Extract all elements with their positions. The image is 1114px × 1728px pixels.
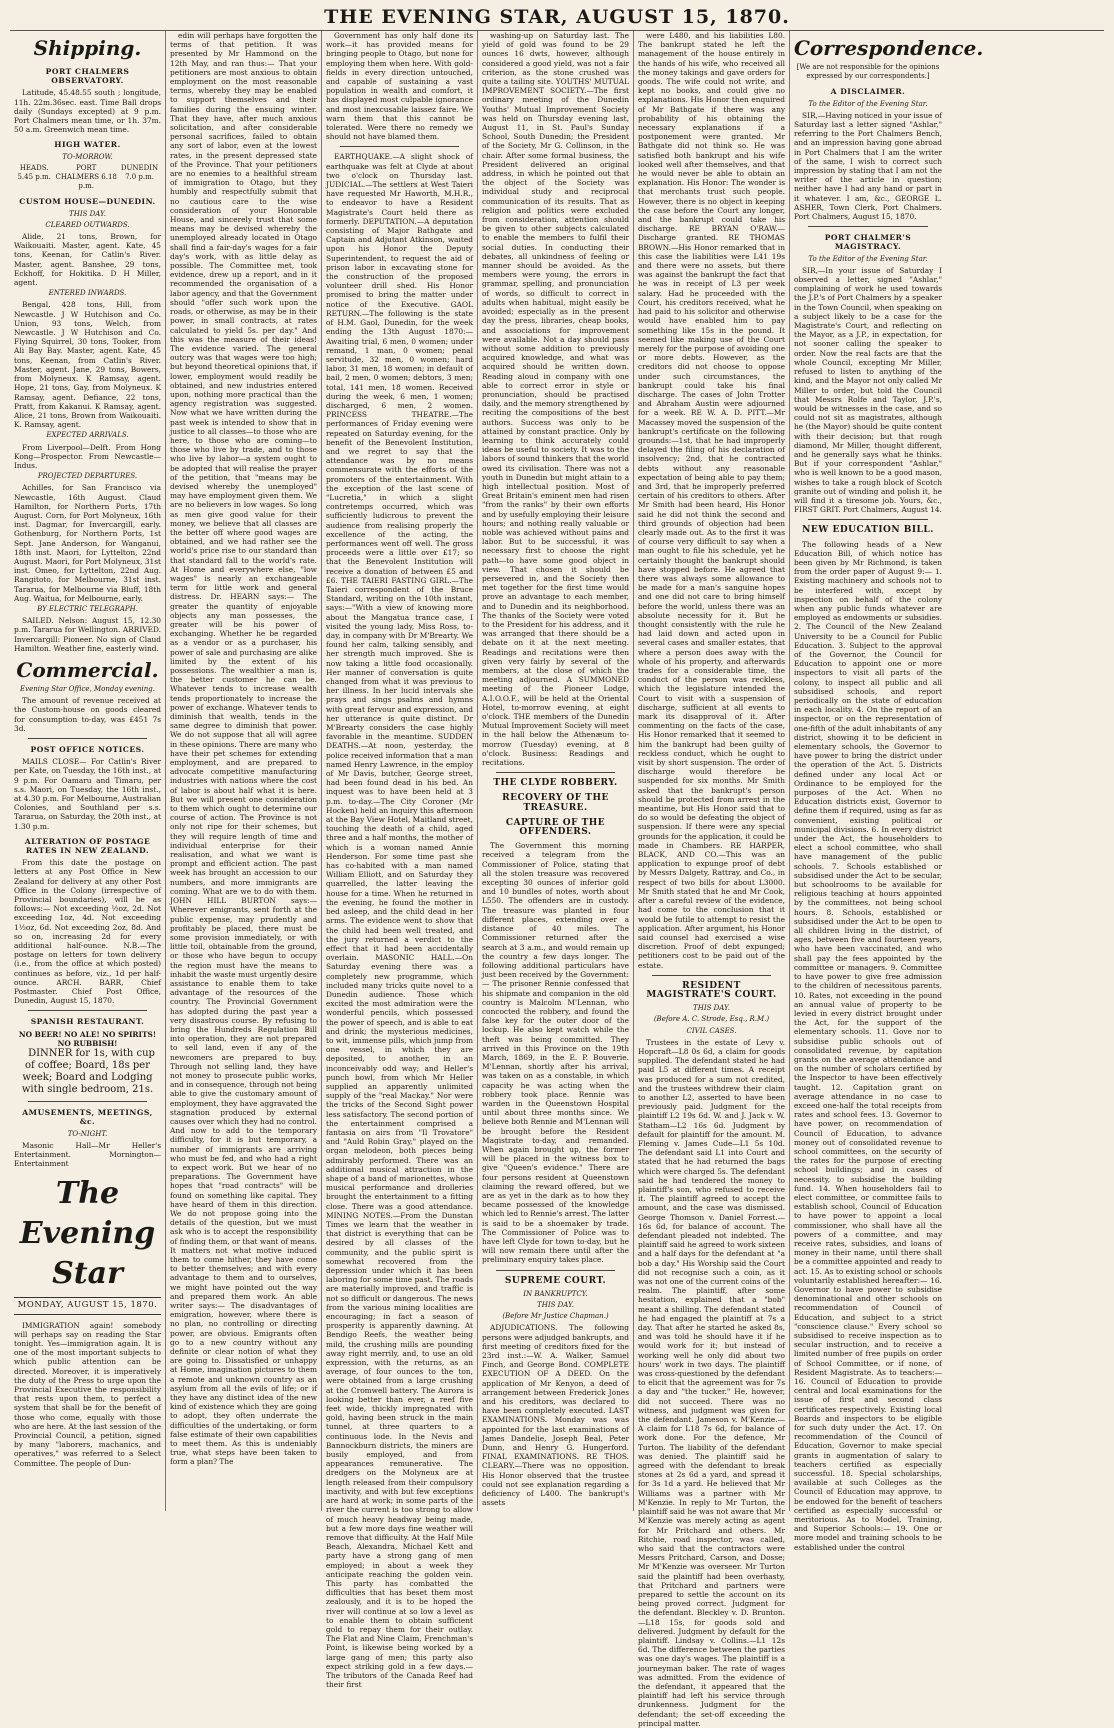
column-1	[10, 31, 166, 1511]
commercial-sub: Evening Star Office, Monday evening.	[20, 684, 155, 693]
immigration-article: IMMIGRATION again! somebody will perhaps say on reading the Star tonight. Yes—immigration again. It is one of the most important subjects to which public attention can be directed. Moreover, it is imperatively the duty of the Press to urge upon the Provincial Executive the responsibility that rests upon them, to perfect a system that shall be for the benefit of those who come, equally with those who are here. At the last session of the Provincial Council, a petition, signed by many "laborers, machanics, and operatives," was referred to a Select Committee. The people of Dun-	[14, 1320, 161, 1468]
expected-heading: EXPECTED ARRIVALS.	[46, 431, 129, 440]
magistracy-text: SIR,—In your issue of Saturday I observed a letter, signed "Ashlar," complaining of work he used towards the J.P.'s of Port Chalmers by a speaker in the Town Council, when speaking on a subject likely to be a case for the Magistrate's Court, and reflecting on the Mayor, as a J.P., in expectation, for not sooner calling the speaker to order. Now the real facts are that the whole Council, excepting Mr Miller, refused to listen to anything of the kind, and the Mayor not only called Mr Miller to order, but told the Council that Messrs Rolfe and Taylor, J.P.'s, would be witnesses in the case, and so could not sit as magistrates, although he (the Mayor) should be quite content with their decision; but that rough diamond, Mr Miller, thought different, and he generally says what he thinks. But if your correspondent "Ashlar," who is well known to be a good mason, wishes to take a rough block of Scotch granite out of winding and polish it, he will find it a tiresome job. Yours, &c., FIRST GRIT. Port Chalmers, August 14.	[794, 265, 942, 515]
column-6	[790, 31, 984, 1552]
postage-text: From this date the postage on letters at any Post Office in New Zealand for delivery at any other Post Office in the Colony (irrespective of Provincial boundaries), will be as follows:— Not exceeding ½oz, 2d. Not exceeding 1oz, 4d. Not exceeding 1½oz, 6d. Not exceeding 2oz, 8d. And so on, increasing 2d for every additional half-ounce. N.B.—The postage on letters for town delivery (i.e., from the office at which posted) continues as before, viz., 1d per half-ounce. ARCH. BARR, Chief Postmaster. Chief Post Office, Dunedin, August 15, 1870.	[14, 858, 161, 1006]
immigration-article-end: Government has only half done its work—it has provided means for bringing people to Otago, but none for employing them when here. With gold-fields in every direction untouched, and capable of sustaining a vast population in wealth and comfort, it has displayed most culpable ignorance and most inexcusable laissez faire. We warn them that this cannot be tolerated. Were there no remedy we should not have blamed them.	[326, 31, 473, 142]
column-2	[166, 31, 322, 1511]
restaurant-sub: NO BEER! NO ALE! NO SPIRITS! NO RUBBISH!	[18, 1029, 157, 1048]
supreme-court-sub-3: (Before Mr Justice Chapman.)	[502, 1312, 609, 1321]
projected-heading: PROJECTED DEPARTURES.	[37, 472, 138, 481]
magistrate-court-sub-3: CIVIL CASES.	[686, 1026, 737, 1035]
tide-dunedin: DUNEDIN 7.0 p.m.	[120, 163, 159, 182]
amusements-sub: TO-NIGHT.	[67, 1129, 108, 1138]
telegraph-heading: BY ELECTRIC TELEGRAPH.	[37, 604, 138, 613]
restaurant-text: DINNER for 1s, with cup of coffee; Board, 18s per week; Board and Lodging with single bedroom, 21s.	[21, 1048, 155, 1096]
column-3	[322, 31, 478, 1690]
tide-table	[14, 164, 161, 192]
magistrate-court-text: Trustees in the estate of Levy v. Hopcraft—L8 0s 6d, a claim for goods supplied. The defendant stated he had paid L5 at different times. A receipt was produced for a sum not credited, and the trustees withdrew their claim to another L2, asserted to have been previously paid. Judgment for the plaintiff L2 19s 6d. W. and J. Jack v. W. Statham—L2 16s 6d. Judgment by default for plaintiff for the amount. M. Fleming v. James Cude—L1 5s 10d. The defendant said L1 into Court and stated that he had returned the bags which were charged 5s. The defendant said he had tendered the money to plaintiff's son, who refused to receive it. The plaintiff agreed to accept the amount, and the case was dismissed. George Thomson v. Daniel Forrest.—16s 6d, for balance of account. The defendant pleaded not indebted. The plaintiff said he agreed to work sixteen and a half days for the defendant at "a bob a day." His Worship said the Court did not recognise such a coin, as it was not one of the current coins of the realm. The plaintiff, after some hesitation, explained that a "bob" meant a shilling. The defendant stated he had engaged the plaintiff at 7s a day. That after he started he asked 8s, and was told he should have it if he would work for it; but instead of working well he only did about two hours' work in two days. The plaintiff was cross-questioned by the defendant to elicit that the agreement was for 7s a day and "the tucker." He, however, did not succeed. There was no witness, and judgment was given for the defendant. Jameson v. M'Kenzie.—A claim for L18 7s 6d, for balance of work done. For the defence, Mr Turton. The liability of the defendant was denied. The plaintiff said he agreed with the defendant to break stones at 2s 6d a yard, and spread it for 3s 1d a yard. He believed that Mr Williams was a partner with Mr M'Kenzie. In reply to Mr Turton, the plaintiff said he was not aware that Mr M'Kenzie was merely acting as agent for Mr Pritchard and others. Mr Ritchie, road inspector, was called, who said that the contractors were Messrs Pritchard, Carson, and Dosse; Mr M'Kenzie was overseer. Mr Turton said the plaintiff had been overhasty, that Pritchard and partners were prepared to settle the account on its being proved correct. Judgment for the defendant. Bleckley v. D. Brunton.—L18 15s, for goods sold and delivered. Judgment by default for the plaintiff. Lindsay v. Collins.—L1 12s 6d. The difference between the parties was one day's wages. The plaintiff is a journeyman baker. The rate of wages was admitted. From the evidence of the defendant, it appeared that the plaintiff had left his service through drunkenness. Judgment for the defendant; the set-off exceeding the principal matter.	[638, 1037, 785, 1728]
shipping-heading: Shipping.	[33, 36, 142, 60]
magistrate-court-sub-2: (Before A. C. Strode, Esq., R.M.)	[653, 1015, 770, 1024]
commercial-text: The amount of revenue received at the Custom-house on goods cleared for consumption to-day, was £451 7s 3d.	[14, 696, 161, 733]
masthead: THE EVENING STAR, AUGUST 15, 1870.	[10, 4, 1104, 31]
postage-heading: ALTERATION OF POSTAGE RATES IN NEW ZEALAND.	[24, 836, 151, 856]
news-items: EARTHQUAKE.—A slight shock of earthquake was felt at Clyde at about two o'clock on Thursday last. JUDICIAL.—The settlers at West Taieri have requested Mr Haworth, M.H.R., to endeavor to have a Resident Magistrate's Court held there as formerly. DEPUTATION.—A deputation consisting of Major Bathgate and Captain and Adjutant Atkinson, waited upon his Honor the Deputy Superintendent, to request the aid of prison labor in excavating stone for the construction of the proposed volunteer drill shed. His Honor promised to bring the matter under notice of the Executive. GAOL RETURN.—The following is the state of H.M. Gaol, Dunedin, for the week ending the 13th August 1870:—Awaiting trial, 6 men, 0 women; under remand, 1 man, 0 women; penal servitude, 32 men, 0 women; hard labor, 31 men, 18 women; in default of bail, 2 men, 0 women; debtors, 3 men; total, 141 men, 18 women. Received during the week, 6 men, 1 women; discharged, 6 men, 2 women. PRINCESS THEATRE.—The performances of Friday evening were repeated on Saturday evening, for the benefit of the Benevolent Institution, and we regret to say that the attendance was by no means commensurate with the efforts of the promoters of the entertainment. With the exception of the last scene of "Lucretia," in which a slight contretemps occurred, which was sufficiently ludicrous to prevent the audience from realising properly the excellence of the acting, the performances went off well. The gross proceeds were a little over £17; so that the Benevolent Institution will receive a donation of between £5 and £6. THE TAIERI FASTING GIRL.—The Taieri correspondent of the Bruce Standard, writing on the 10th instant, says:—"With a view of knowing more about the Mangatua trance case, I visited the young lady, Miss Ross, to-day, in company with Dr M'Brearty. We found her calm, talking sensibly, and her strength much improved. She is now taking a little food occasionally. Her manner of conversation is quite changed from what it was previous to her illness. In her lucid intervals she prays and sings psalms and hymns with great fervour and expression, and her utterance is quite distinct. Dr M'Brearty considers the case highly favorable in the meantime. SUDDEN DEATHS.—At noon, yesterday, the police received information that a man named Henry Lawrence, in the employ of Mr Davis, butcher, George street, had been found dead in his bed. An inquest was to have been held at 3 p.m. to-day.—The City Coroner (Mr Hocken) held an inquiry this afternoon at the Bay View Hotel, Maitland street, touching the death of a child, aged three and a half months, the mother of which is a woman named Annie Henderson. For some time past she has co-habited with a man named William Elliott, and on Saturday they quarrelled, the latter leaving the house for a time. When he returned in the evening, he found the mother in bed asleep, and the child dead in her arms. The evidence went to show that the child had been well treated, and the jury returned a verdict to the effect that it had been accidentally overlain. MASONIC HALL.—On Saturday evening there was a completely new programme, which included many tricks quite novel to a Dunedin audience. Those which excited the most admiration were the wonderful pencils, which possessed the power of speech, and is able to eat and drink; the mysterious medicines, to wit, immense pills, which jump from one vessel, in which they are deposited, to another, in an inconceivably odd way; and Heller's punch bowl, from which Mr Heller supplied an apparently unlimited supply of the "real Mackay." Nor were the tricks of the Second Sight power less satisfactory. The second portion of the entertainment comprised a fantasia on airs from "Il Trovatore" and "Auld Robin Gray," played on the organ melodeon, both pieces being admirably performed. There was an additional musical attraction in the shape of a band of marionettes, whose musical performance and drolleries brought the entertainment to a fitting close. There was a good attendance. MINING NOTES.—From the Dunstan Times we learn that the weather in that district is everything that can be desired by all classes of the community, and the public spirit is somewhat recovered from the depression under which it has been laboring for some time past. The roads are materially improved, and traffic is not so difficult or dangerous. The news from the various mining localities are encouraging; in fact a season of prosperity is apparently dawning. At Bendigo Reefs, the weather being mild, the crushing mills are pounding away right merrily, and, to use an old expression, with the returns, as an average, of four ounces to the ton, were obtained from a large crushing at the Cromwell battery. The Aurora is looking better than ever, a reef five feet wide, thickly impregnated with gold, having been struck in the main tunnel, at three quarters to a continuous lode. In the Nevis and Bannockburn districts, the miners are busily employed, and from appearances remunerative. The dredgers on the Molyneux are at length released from their compulsory inactivity, and with but few exceptions are hard at work; in some parts of the river the current is too strong to allow of much heavy headway being made, but a few more days fine weather will remove that difficulty. At the Half Mile Beach, Alexandra, Michael Kett and party have a strong gang of men employed; in about a week they anticipate reaching the golden vein. This party has combatted the difficulties that has beset them most zealously, and it is to be hoped the river will continue at so low a level as to enable them to obtain sufficient gold to repay them for their outlay. The Flat and Nine Claim, Frenchman's Point, is likewise being worked by a large gang of men; this party also expect striking gold in a few days.—The tributors of the Canada Reef had their first	[326, 152, 473, 1690]
cleared-heading: CLEARED OUTWARDS.	[45, 220, 130, 229]
divider	[340, 146, 459, 147]
supreme-court-heading: SUPREME COURT.	[504, 1275, 607, 1286]
divider	[652, 975, 771, 976]
cleared-text: Alide, 21 tons, Brown, for Waikouaiti. Master, agent. Kate, 45 tons, Keenan, for Catlin's River. Master, agent. Banshee, 29 tons, Eckhoff, for Hokitika. D H Miller, agent.	[14, 232, 161, 288]
divider	[808, 519, 928, 520]
observatory-heading: PORT CHALMERS OBSERVATORY.	[45, 67, 130, 86]
education-heading: NEW EDUCATION BILL.	[802, 525, 934, 536]
column-5	[634, 31, 790, 1728]
column-4	[478, 31, 634, 1511]
disclaimer-text: SIR,—Having noticed in your issue of Saturday last a letter signed "Ashlar," referring to the Port Chalmers Bench, and an impression having gone abroad in Port Chalmers that I am the writer of the same, I wish to correct such impression by stating that I am not the writer of the article in question; neither have I had any hand or part in it whatever. I am, &c., GEORGE L. ASHER, Town Clerk, Port Chalmers. Port Chalmers, August 15, 1870.	[794, 110, 943, 222]
divider	[28, 1101, 147, 1102]
education-text: The following heads of a New Education Bill, of which notice has been given by Mr Richmond, is taken from the order paper of August 9:— 1. Existing machinery and schools not to be interfered with, except by inspection on behalf of the colony when any public funds whatever are employed as endowments or subsidies. 2. The Council of the New Zealand University to be a Council for Public Education. 3. Subject to the approval of the Governor, the Council for Education to appoint one or more inspectors to visit all parts of the colony, to inspect all public and all subsidised schools, and report periodically on the state of education in each locality. 4. On the report of an inspector, or on the representation of one-fifth of the adult inhabitants of any district, showing it to be deficient in elementary schools, the Governor to have power to bring the district under the operation of the Act. 5. Districts defined under any local Act or Ordinance to be employed for the purposes of the Act. When no Education districts exist, Governor to define them if required, using as far as convenient, existing political or municipal divisions. 6. In every district under the Act, the householders to elect a school committee, who shall have management of the public schools. 7. Schools established or subsidised under the Act to be secular, but schoolrooms to be available for religious teaching at hours appointed by the committees, not being school hours. 8. Schools, established or subsidised under the Act to be open to all children living in the district, of ages, between five and fourteen years, who have been vaccinated, and who shall pay the fees appointed by the committee or managers. 9. Committee to have power to give free admission to the children of necessitous parents. 10. Rates, not exceeding in the pound an annual value of property to be levied in every district brought under the Act, for the support of the elementary schools. 11. Gove nor to subsidise public schools out of consolidated revenue, by capitation grants on the average attendance and on the number of scholars certified by the Inspector to have been effectively taught. 12. Capitation grant on average attendance in no case to exceed one-half the total receipts from rates and school fees. 13. Governor to have power, on recommendation of Council of Education, to advance money out of consolidated revenue to school committees, on the security of the rates for the purpose of erecting school buildings; and in cases of necessity, to subsidise the building fund. 14. When householders fail to elect committee, or committee fails to establish school, Council of Education to have power to appoint a local commissioner, who shall have all the powers of a committee, and may receive rates, subsidies, and loans of money in their name, until there shall be a committee appointed and ready to act. 15. As to existing school or schools voluntarily established hereafter:— 16. Governor to have power to subsidise denominational and other schools on recommendation of Council of Education, and subject to a strict "conscience clause." Every school so subsidised to receive inspection as to secular instruction, and to receive a limited number of free pupils on order of School Committee, or if none, of Resident Magistrate. As to teachers:— 16. Council of Education to provide central and local examinations for the issue of first and second class certificates respectively. Existing local Boards and inspectors to be eligible for such duty under the Act. 17. On recommendation of the Council of Education, Governor to make special grants in augmentation of salary to teachers certified as especially successful. 18. Special scholarships, available at such Colleges as the Council of Education may approve, to be endowed for the benefit of teachers certified as especially successful or meritorious. As to Model, Training, and Superior Schools:— 19. One or more model and training schools to be established under the control	[794, 539, 942, 1552]
magistrate-court-heading: RESIDENT MAGISTRATE'S COURT.	[646, 980, 777, 1000]
divider	[808, 226, 928, 227]
magistracy-heading: PORT CHALMER'S MAGISTRACY.	[824, 233, 912, 252]
robbery-subheading-2: CAPTURE OF THE OFFENDERS.	[505, 817, 606, 838]
amusements-heading: AMUSEMENTS, MEETINGS, &c.	[22, 1108, 153, 1127]
news-items-cont: washing-up on Saturday last. The yield of gold was found to be 29 ounces 16 dwts, however, although considered a good yield, was not a fair criterion, as the stone crushed was quite a tailing site. YOUTHS' MUTUAL IMPROVEMENT SOCIETY.—The first ordinary meeting of the Dunedin Youths' Mutual Improvement Society was held on Thursday evening last, August 11, in St. Paul's Sunday School, South Dunedin; the President of the Society, Mr G. Collinson, in the chair. After some formal business, the President delivered an original address, in which he pointed out that the object of the Society was individual study and reciprocal communication of its results. That as religion and politics were excluded from consideration, attention should be given to other subjects calculated to enable the members to fulfil their social duties. In conducting their debates, all unkindness of feeling or manner should be avoided. As the members were young, the errors in grammar, spelling, and pronunciation of words, so difficult to correct in adults when habitual, might easily be avoided; especially as in the present day the press, libraries, cheap books, and associations for improvement were available. Not a day should pass without some addition to previously acquired knowledge, and what was acquired should be written down. Reading aloud in company with one able to correct error in style or pronunciation, should be practised daily, and the memory strengthened by reciting the compositions of the best authors. Success was only to be attained by constant practice. Only by learning to think accurately could ideas be useful to society. It was to the labors of sound thinkers that the world owed its civilisation. There was not a youth in Dunedin but might attain to a high intellectual position. Most of Great Britain's eminent men had risen "from the ranks" by their own efforts and by usefully employing their leisure hours; and nothing really valuable or noble was achieved without pains and labor. But to be successful, it was necessary first to choose the right path—to have some good object in view. That chosen it should be persevered in, and the Society then met together for the first time would prove an advantage to each member, and to Dunedin and its neighborhood. The thanks of the Society were voted to the President for his address, and it was arranged that there should be a debate on it at the next meeting. Readings and recitations were then given very fairly by several of the members, at the close of which the meeting adjourned. A SUMMONED meeting of the Pioneer Lodge, A.I.O.O.F., will be held at the Oriental Hotel, to-morrow evening, at eight o'clock. THE members of the Dunedin Mutual Improvement Society will meet in the hall below the Athenæum to-morrow (Tuesday) evening, at 8 o'clock. Business: Readings and recitations.	[482, 31, 629, 768]
high-water-heading: HIGH WATER.	[54, 140, 121, 150]
disclaimer-heading: A DISCLAIMER.	[830, 87, 906, 97]
supreme-court-sub-2: THIS DAY.	[537, 1301, 574, 1310]
bankruptcy-text: were L480, and his liabilities L80. The bankrupt stated he left the management of the house entirely in the hands of his wife, who received all the money takings and gave orders for goods. The wife could not write, and kept no books, and could give no explanations. His Honor then enquired of Mr Bathgate if there was any probability of his obtaining the necessary explanations if a postponement were granted. Mr Bathgate did not think so. He was satisfied both bankrupt and his wife looked well after themselves, and that he would never be able to obtain an explanation. His Honor: The wonder is that merchants trust such people. However, there is no object in keeping the case before the Court any longer, and the bankrupt could take his discharge. RE BRYAN O'RAW.—Discharge granted. RE THOMAS BROWN.—His Honor remarked that in this case the liabilities were L41 19s and there were no assets, but there was against the bankrupt the fact that he was in receipt of L3 per week salary. Had he proceeded with the Court, his creditors received, what he had paid to his solicitor and otherwise would have enabled him to pay something like 15s in the pound. It seemed like making use of the Court merely for the purpose of avoiding one or more debts. However, as the creditors did not choose to oppose under such circumstances, the bankrupt could take his final discharge. The cases of John Trotter and Abraham Austin were adjourned for a week. RE W. A. D. PITT.—Mr Macassey moved the suspension of the bankrupt's certificate on the following grounds:—1st, that he had improperly delayed the filing of his declaration of insolvency; 2nd, that he contracted debts without any reasonable expectation of being able to pay them; and 3rd, that he improperly preferred certain of his creditors to others. After Mr Smith had been heard, His Honor said he did not think the second and third grounds of objection had been clearly made out. As to the first it was of course very difficult to say when a man ought to file his schedule, yet he certainly thought the bankrupt should have stopped before. He agreed that there was always some allowance to be made for a man's sanguine hopes and one did not care to bring himself before the world, unless there was an absolute necessity for it. But he thought consistently with the rule he had laid down and acted upon in several cases and smaller estates, that where a person does away with the whole of his property, and afterwards trades for a considerable time, the conduct of the person was reckless, which the legislature intended the Court to visit with a suspension of discharge, sufficient at all events to mark its disapproval of it. After commenting on the facts of the case, His Honor remarked that it seemed to him the bankrupt had been guilty of reckless conduct, which he ought to visit by short suspension. The order of discharge would therefore be suspended for six months. Mr Smith asked that the bankrupt's person should be protected from arrest in the meantime, but His Honor said that to do so would be defeating the object of suspension. If there were any special grounds for the application, it could be made in Chambers. RE HARPER, BLACK, AND CO.—This was an application to expunge proof of debt by Messrs Dalgety, Rattray, and Co., in respect of two bills for about L3000. Mr Smith stated that he and Mr Cook, after a careful review of the evidence, had come to the conclusion that it would be futile to attempt to resist the application. After argument, his Honor said counsel had exercised a wise discretion. Proof of debt expunged; petitioners cost to be paid out of the estate.	[638, 31, 785, 970]
expected-text: From Liverpool—Delft. From Hong Kong—Prospector. From Newcastle—Indus.	[14, 442, 161, 470]
high-water-sub: TO-MORROW.	[62, 152, 113, 161]
divider	[28, 738, 147, 739]
evening-star-title: The Evening Star	[19, 1176, 156, 1292]
divider	[496, 772, 615, 773]
projected-text: Achilles, for San Francisco via Newcastle, 16th August. Claud Hamilton, for Northern Ports, 17th August. Corn, for Port Molyneux, 16th inst. Dagmar, for Invercargill, early. Gothenburg, for Northern Ports, 1st Sept. Jane Anderson, for Wanganui, 18th inst. Maori, for Lyttelton, 22nd August. Maori, for Port Molyneux, 31st inst. Omeo, for Lyttelton, 22nd Aug. Rangitoto, for Melbourne, 31st inst. Tararua, for Melbourne via Bluff, 18th Aug. Waitua, for Melbourne, early.	[14, 483, 161, 603]
magistracy-sub: To the Editor of the Evening Star.	[808, 254, 928, 263]
robbery-subheading-1: RECOVERY OF THE TREASURE.	[502, 793, 609, 813]
correspondence-note: [We are not responsible for the opinions expressed by our correspondents.]	[796, 63, 940, 81]
entered-text: Bengal, 428 tons, Hill, from Newcastle. J W Hutchison and Co. Union, 93 tons, Welch, from Newcastle. J W Hutchison and Co. Flying Squirrel, 30 tons, Tooker, from Ali Bay Bay. Master, agent. Kate, 45 tons, Keenan, from Catlin's River. Master, agent. Jane, 29 tons, Bowers, from Molyneux. K Ramsay, agent. Hope, 21 tons, Gay, from Molyneux. K Ramsay, agent. Defiance, 22 tons, Pratt, from Kakanui. K Ramsay, agent. Alice, 21 tons, Brown from Waikouaiti. K. Ramsay, agent.	[14, 300, 161, 430]
divider	[28, 1010, 147, 1011]
customs-heading: CUSTOM HOUSE—DUNEDIN.	[19, 197, 156, 207]
post-office-text: MAILS CLOSE— For Catlin's River per Kate, on Tuesday, the 16th inst., at 9 p.m. For Oamaru and Timaru, per s.s. Maori, on Tuesday, the 16th inst., at 4.30 p.m. For Melbourne, Australian Colonies, and Southland per s.s. Tararua, on Saturday, the 20th inst., at 1.30 p.m.	[14, 757, 161, 831]
tide-port: PORT CHALMERS 6.18 p.m.	[55, 163, 117, 191]
columns	[10, 31, 1104, 1728]
magistrate-court-sub-1: THIS DAY.	[693, 1004, 730, 1013]
robbery-text: The Government this morning received a telegram from the Commissioner of Police, stating that all the stolen treasure was recovered excepting 30 ounces of inferior gold and 10 bundles of notes, worth about L550. The offenders are in custody. The treasure was planted in four different places, extending over a distance of 40 miles. The Commissioner returned after the search at 3 a.m., and would remain up the country a few days longer. The following additional particulars have just been received by the Government:— The prisoner Rennie confessed that his shipmate and companion in the old country is Malcolm M'Lennan, who concocted the robbery, and found the false key for the outer door of the lockup. He also kept watch while the theft was being committed. They arrived in this Province on the 19th March, 1869, in the E. P. Bouverie. M'Lennan, shortly after his arrival, was taken on as a constable, in which capacity he was acting when the robbery took place. Rennie was warden in the Queenstown Hospital until about three months since. We believe both Rennie and M'Lennan will be brought before the Resident Magistrate to-day, and remanded. When again brought up, the former will be placed in the witness box to give "Queen's evidence." There are four persons resident at Queenstown claiming the reward offered, but we are as yet in the dark as to how they became possessed of the knowledge which led to Rennie's arrest. The latter is said to be a shoemaker by trade. The Commissioner of Police was to have left Clyde for town to-day, but he will now remain there until after the preliminary enquiry takes place.	[482, 841, 629, 1265]
disclaimer-sub: To the Editor of the Evening Star.	[808, 99, 928, 108]
customs-sub: THIS DAY.	[69, 209, 106, 218]
entered-heading: ENTERED INWARDS.	[48, 289, 127, 298]
supreme-court-sub-1: IN BANKRUPTCY.	[523, 1289, 588, 1298]
divider	[496, 1270, 615, 1271]
amusements-text: Masonic Hall—Mr Heller's Entertainment. Mornington—Entertainment	[14, 1140, 161, 1169]
immigration-article-cont: edin will perhaps have forgotten the terms of that petition. It was presented by Mr Hammond on the 12th May, and ran thus:— That your petitioners are most anxious to obtain employment on the most reasonable terms, whereby they may be enabled to support themselves and their families during the ensuing winter. That they have, after much anxious solicitation, and after considerable personal sacrifices, failed to obtain any sort of labor, even at the lowest rates, in the present depressed state of the Province. That your petitioners are no enemies to a healthful stream of immigration to Otago, but they humbly and respectfully submit that no cautious care to the wise consideration of your Honorable House, and sincerely trust that some means may be devised whereby the unemployed already located in Otago shall find a fair-day's wages for a fair day's work, with as little delay as possible. The Committee met, took evidence, drew up a report, and in it recommended the organisation of a labor agency, and that the Government should "offer such work upon the roads, or otherwise, as may be in their power, in small contracts, at rates calculated to yield 5s. per day." And this was the measure of their ideas! The evidence varied. The general outcry was that wages were too high; but beyond theoretical opinions that, if lower, employment would readily be obtained, and new industries entered upon, nothing more practical than the agency registration was suggested. Now what we have written during the past week is intended to show that in justice to all classes—to those who are here, to those who are coming—to those who live by trade, and to those who live by labor—a system ought to be adopted that will realise the prayer of the petition, that "means may be devised whereby the unemployed" may have employment given them. We are no believers in low wages. So long as men give good value for their money, we believe that all classes are the better off where good wages are obtained, and we had rather see the world's price rise to our standard than that standard fall to the world's rate. At Home and everywhere else, "low wages" is nearly an exchangeable term for little work and general distress. Dr. HEARN says:— The greater the quantity of enjoyable objects any man possesses, the greater will be his power of exchanging. Whether he be regarded as a vendor or as a purchaser, his power of sale and purchasing are alike limited by the extent of his possessions. The wealthier a man is, the better customer he can be. Whatever tends to increase wealth tends proportionately to increase the power of exchange. Whatever tends to diminish that wealth, tends in the same degree to diminish that power. We do not suppose that all will agree in these opinions. There are many who have their pet schemes for extending employment, and are prepared to advocate competitive manufacturing industries with nations where the cost of labor is about half what it is here. But we will present one consideration to them which ought to determine our course of action. The Province is not only not ripe for their schemes, but they will require length of time and individual enterprise for their realisation, and what we want is prompt and efficient action. The past week has brought an accession to our numbers, and more immigrants are coming. What are we to do with them. JOHN HILL BURTON says:— Wherever emigrants, sent forth at the public expense, may prudently and profitably be placed, there must be some provision immediately, or with little toil, obtainable from the ground, or those who have begun to occupy the region must have the means to inhabit the waste must urgently desire assistance to enable them to take advantage of the resources of the country. The Provincial Government has adopted during the past year a very disastrous course. By refusing to bring the Hundreds Regulation Bill into operation, they are not prepared to sell land, even if any of the newcomers are prepared to buy. Through not selling land, they have not money to prosecute public works, and in consequence, through not being able to give the customary amount of employment, they have aggravated the stagnation produced by external causes over which they had no control. And now to add to the temporary difficulty, for it is but temporary, a number of immigrants are arriving who must be fed, and who had a right to expect work. But we hear of no preparations. The Government have hopes that "road contracts" will be found on something like capital. They have heard of them in this direction. We do not propose going into the details of the question, but we must ask who is to accept the responsibility of finding them, or that want of means. It matters not what motive induced them to come hither, they have come to better themselves; and with every advantage to them and to ourselves, we might have pointed out the way and prepared them work. An able writer says:— The disadvantages of emigration, however, where there is no plan, no controlling or directing power, are obvious. Emigrants often go to a new country without any definite or clear notion of what they are going to. Dissatisfied or unhappy at Home, imagination pictures to them a remote and unknown country as an asylum from all the evils of life; or if they have any distinct idea of the new kind of existence which they are going to adopt, they often underrate the difficulties of the undertaking, or form false estimate of their own capabilities to meet them. As this is undeniably true, what steps have been taken to form a plan? The	[170, 31, 317, 1467]
robbery-heading: THE CLYDE ROBBERY.	[493, 778, 618, 789]
restaurant-heading: SPANISH RESTAURANT.	[30, 1017, 145, 1027]
commercial-heading: Commercial.	[16, 657, 159, 682]
post-office-heading: POST OFFICE NOTICES.	[30, 745, 145, 754]
telegraph-text: SAILED. Nelson: August 15, 12.30 p.m. Tararua for Wellington. ARRIVED. Invercargill: Pioneer. No sign of Claud Hamilton. Weather fine, easterly wind.	[14, 616, 161, 653]
correspondence-heading: Correspondence.	[794, 36, 984, 60]
observatory-text: Latitude, 45.48.55 south ; longitude, 11h. 22m.36sec. east. Time Ball drops daily (Sundays excepted) at 9 p.m. Port Chalmers mean time, or 1h. 37m. 50 a.m. Greenwich mean time.	[14, 88, 161, 135]
supreme-court-text: ADJUDICATIONS. The following persons were adjudged bankrupts, and first meeting of creditors fixed for the 23rd inst.:—W. A. Walker, Samuel Finch, and George Bond. COMPLETE EXECUTION OF A DEED. On the application of Mr Kenyon, a deed of arrangement between Frederick Jones and his creditors, was declared to have been completely executed. LAST EXAMINATIONS. Monday was was appointed for the last examinations of James Dandelie, Joseph Beal, Peter Dunn, and Henry G. Hungerford. FINAL EXAMINATIONS. RE THOS. CLEARY.—There was no opposition. His Honor observed that the trustee could not see explanation regarding a deficiency of L400. The bankrupt's assets	[482, 1323, 629, 1508]
date-line: MONDAY, AUGUST 15, 1870.	[14, 1297, 161, 1314]
tide-heads: HEADS. 5.45 p.m.	[17, 163, 51, 182]
